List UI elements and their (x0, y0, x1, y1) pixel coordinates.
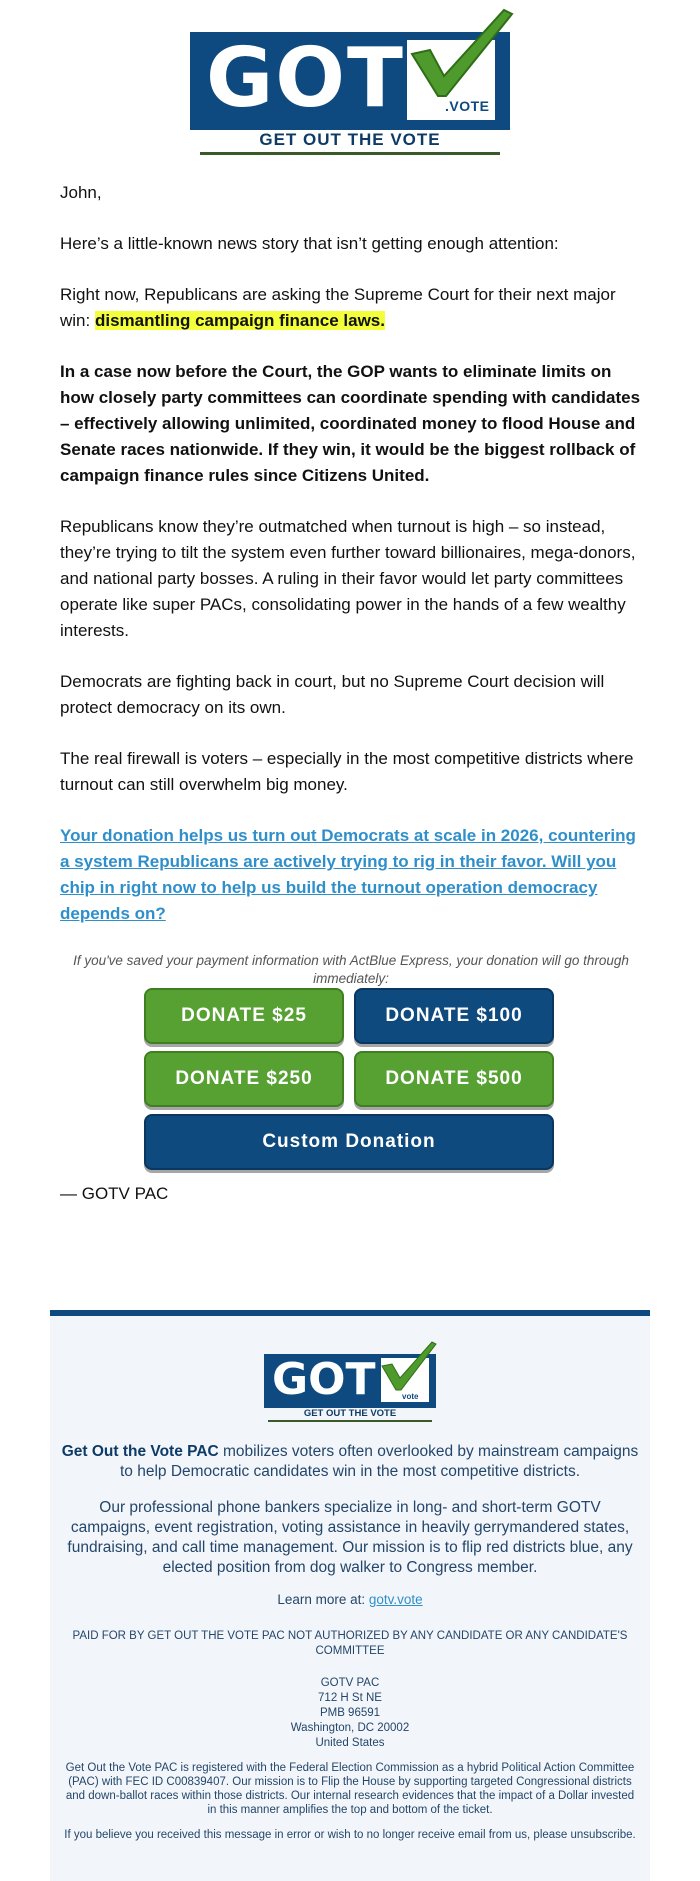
footer-learn-more (60, 1592, 640, 1607)
address-line: PMB 96591 (319, 1707, 381, 1719)
footer-about-rest: mobilizes voters often overlooked by mainstream campaigns to help Democratic candidates win in the most competitive districts. (119, 1443, 639, 1480)
footer-logo-vote: vote (402, 1392, 419, 1401)
logo-vote-text: .VOTE (445, 98, 490, 114)
donate-100-button[interactable]: DONATE $100 (354, 988, 554, 1044)
logo-tagline: GET OUT THE VOTE (259, 130, 441, 149)
paid-for-disclaimer: PAID FOR BY GET OUT THE VOTE PAC NOT AUTHORIZED BY ANY CANDIDATE OR ANY CANDIDATE'S COMMITTEE (72, 1630, 628, 1657)
gotv-header-logo[interactable] (190, 6, 516, 154)
paragraph-3-bold: In a case now before the Court, the GOP wants to eliminate limits on how closely party committees can coordinate spending with candidates – effectively allowing unlimited, coordinated money to flood House and Senate races nationwide. If they win, it would be the biggest rollback of campaign finance rules since Citizens United. (60, 362, 641, 485)
paragraph-2-lead: Right now, Republicans are asking the Supreme Court for their next major win: (60, 285, 616, 330)
address-line: GOTV PAC (320, 1677, 380, 1689)
donate-25-button[interactable]: DONATE $25 (144, 988, 344, 1044)
custom-donation-button[interactable]: Custom Donation (144, 1114, 554, 1170)
donate-250-button[interactable]: DONATE $250 (144, 1051, 344, 1107)
footer-learn-label: Learn more at: (277, 1592, 369, 1607)
greeting: John, (60, 183, 102, 202)
footer-org-name: Get Out the Vote PAC (61, 1443, 219, 1460)
paragraph-2 (60, 282, 642, 334)
logo-divider (200, 152, 500, 155)
unsubscribe-text[interactable]: If you believe you received this message in error or wish to no longer receive email from us, please unsubscribe. (64, 1829, 636, 1841)
address-line: United States (315, 1737, 385, 1749)
footer-website-link[interactable]: gotv.vote (368, 1592, 423, 1607)
footer-logo-got: GOT (272, 1354, 376, 1405)
address-line: Washington, DC 20002 (290, 1722, 410, 1734)
paragraph-6: The real firewall is voters – especially in the most competitive districts where turnout can still overwhelm big money. (60, 749, 634, 794)
footer-logo-tagline: GET OUT THE VOTE (303, 1408, 397, 1419)
fec-registration: Get Out the Vote PAC is registered with the Federal Election Commission as a hybrid Political Action Committee (PAC) with FEC ID C00839407. Our mission is to Flip the House by supporting targeted Congressional districts and down-ballot races within those districts. Our internal research evidences that the impact of a Dollar invested in this manner amplifies the top and bottom of the ticket. (65, 1762, 635, 1816)
footer-checkmark-icon (376, 1340, 440, 1396)
actblue-note: If you've saved your payment information with ActBlue Express, your donation will go through immediately: (73, 953, 629, 986)
footer-logo[interactable] (264, 1340, 442, 1418)
logo-got-text: GOT (206, 31, 405, 126)
donation-link[interactable]: Your donation helps us turn out Democrats at scale in 2026, countering a system Republicans are actively trying to rig in their favor. Will you chip in right now to help us build the turnout operation democracy depends on? (60, 826, 636, 923)
footer-logo-divider (268, 1420, 432, 1422)
footer-about (60, 1442, 640, 1482)
donate-500-button[interactable]: DONATE $500 (354, 1051, 554, 1107)
signature: — GOTV PAC (60, 1184, 169, 1203)
highlighted-text: dismantling campaign finance laws. (94, 311, 385, 330)
footer-services: Our professional phone bankers specialize in long- and short-term GOTV campaigns, event registration, voting assistance in heavily gerrymandered states, fundraising, and call time management. Our mission is to flip red districts blue, any elected position from dog walker to Congress member. (67, 1499, 633, 1576)
checkmark-icon (400, 6, 520, 106)
letter-body (60, 180, 642, 1013)
paragraph-1: Here’s a little-known news story that isn’t getting enough attention: (60, 234, 559, 253)
paragraph-4: Republicans know they’re outmatched when turnout is high – so instead, they’re trying to tilt the system even further toward billionaires, mega-donors, and national party bosses. A ruling in their favor would let party committees operate like super PACs, consolidating power in the hands of a few wealthy interests. (60, 517, 636, 640)
footer (50, 1310, 650, 1881)
address-line: 712 H St NE (318, 1692, 382, 1704)
paragraph-5: Democrats are fighting back in court, but no Supreme Court decision will protect democracy on its own. (60, 672, 605, 717)
footer-address (60, 1676, 640, 1751)
